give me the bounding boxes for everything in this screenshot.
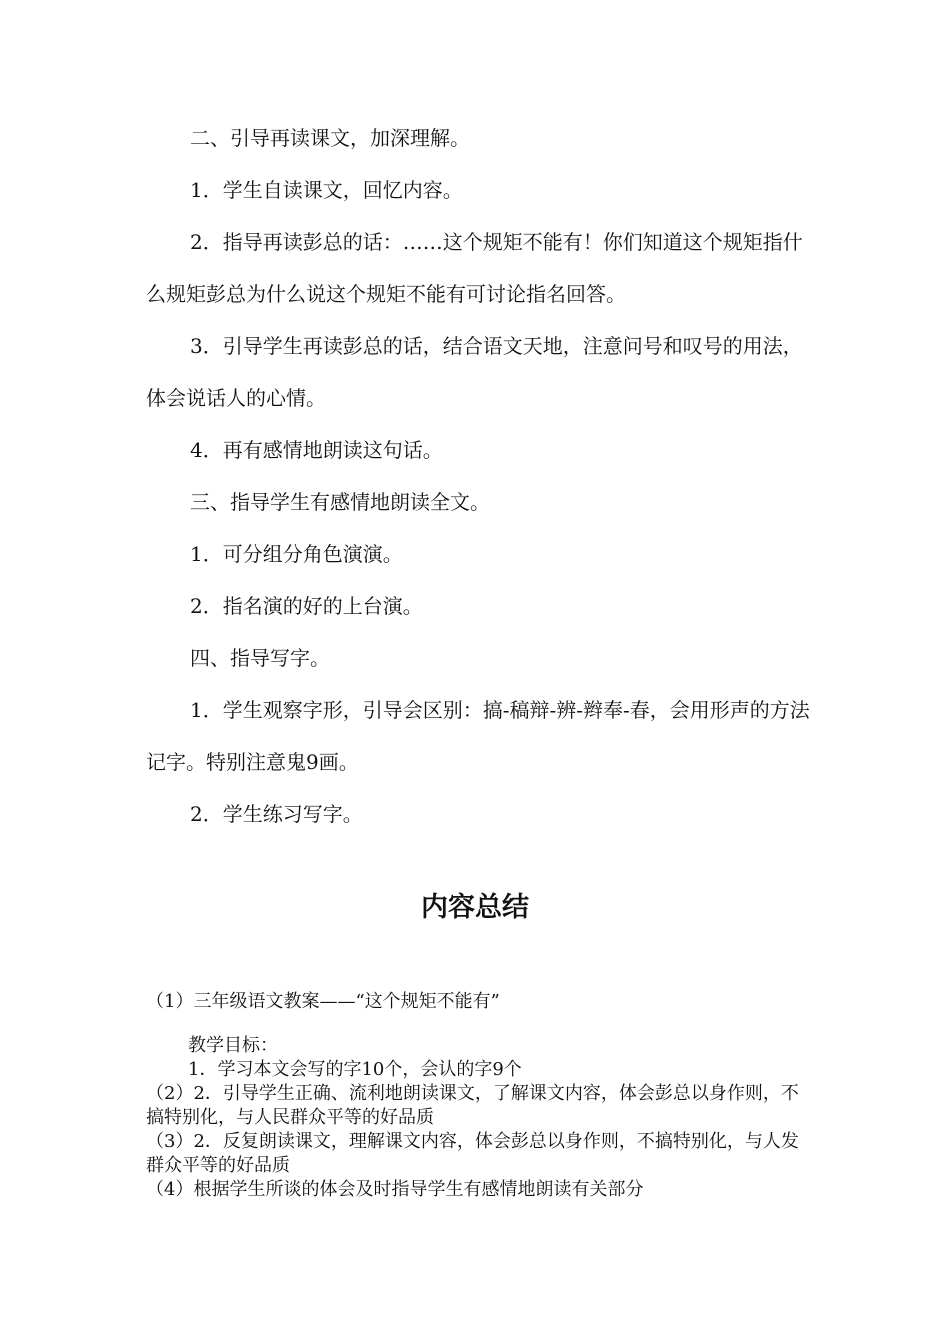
step-paragraph: 2．学生练习写字。: [190, 802, 363, 826]
summary-line: （4）根据学生所谈的体会及时指导学生有感情地朗读有关部分: [146, 1179, 644, 1200]
summary-block: [146, 990, 806, 1202]
step-paragraph: 2．指名演的好的上台演。: [190, 594, 423, 618]
summary-line: （1）三年级语文教案——“这个规矩不能有”: [146, 991, 500, 1012]
step-paragraph: 2．指导再读彭总的话：……这个规矩不能有！你们知道这个规矩指什么规矩彭总为什么说这个规矩不能有可讨论指名回答。: [146, 230, 803, 306]
step-paragraph: 4．再有感情地朗读这句话。: [190, 438, 443, 462]
section-heading-2: 二、引导再读课文，加深理解。: [190, 126, 470, 150]
step-paragraph: 1．可分组分角色演演。: [190, 542, 403, 566]
summary-line: （3）2．反复朗读课文，理解课文内容，体会彭总以身作则，不搞特别化，与人发群众平等的好品质: [146, 1131, 799, 1176]
summary-title: 内容总结: [421, 892, 529, 923]
section-heading-4: 四、指导写字。: [190, 646, 330, 670]
summary-line: 教学目标：: [188, 1035, 278, 1056]
step-paragraph: 1．学生自读课文，回忆内容。: [190, 178, 463, 202]
summary-line: （2）2．引导学生正确、流利地朗读课文，了解课文内容，体会彭总以身作则，不搞特别化，与人民群众平等的好品质: [146, 1083, 799, 1128]
lesson-body: [146, 112, 816, 840]
summary-line: 1．学习本文会写的字10个，会认的字9个: [188, 1059, 522, 1080]
step-paragraph: 3．引导学生再读彭总的话，结合语文天地，注意问号和叹号的用法，体会说话人的心情。: [146, 334, 803, 410]
section-heading-3: 三、指导学生有感情地朗读全文。: [190, 490, 490, 514]
step-paragraph: 1．学生观察字形，引导会区别：搞-稿辩-辨-辫奉-春，会用形声的方法记字。特别注意鬼9画。: [146, 698, 810, 774]
